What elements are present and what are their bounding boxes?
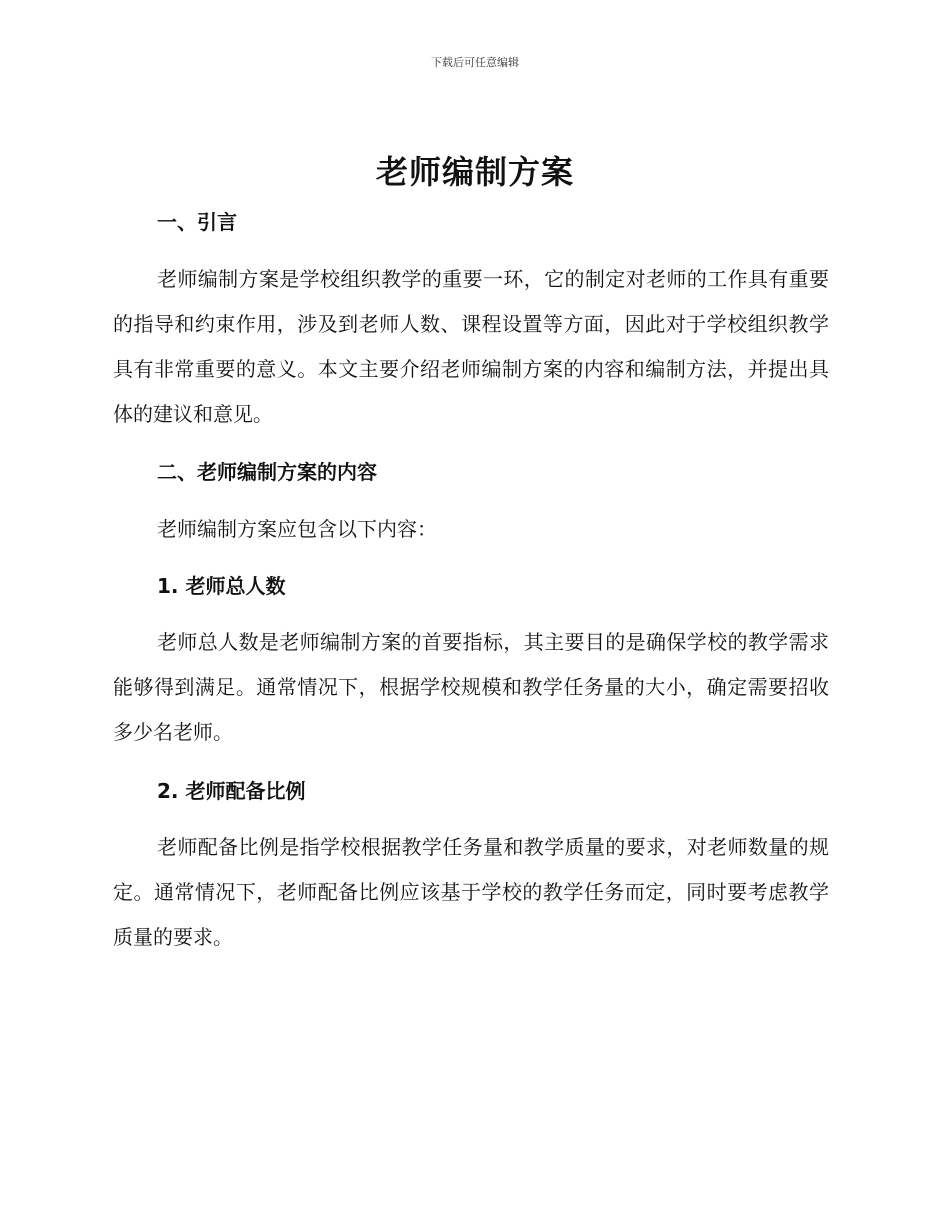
subheading-total-teachers: 1. 老师总人数 xyxy=(157,574,286,598)
page-header-note: 下载后可任意编辑 xyxy=(431,56,519,69)
introduction-paragraph: 老师编制方案是学校组织教学的重要一环，它的制定对老师的工作具有重要的指导和约束作用，涉及到老师人数、课程设置等方面，因此对于学校组织教学具有非常重要的意义。本文主要介绍老师编制方案的内容和编制方法，并提出具体的建议和意见。 xyxy=(113,267,829,426)
document-title: 老师编制方案 xyxy=(375,153,574,191)
staffing-ratio-paragraph: 老师配备比例是指学校根据教学任务量和教学质量的要求，对老师数量的规定。通常情况下，老师配备比例应该基于学校的教学任务而定，同时要考虑教学质量的要求。 xyxy=(113,835,829,949)
contents-intro-text: 老师编制方案应包含以下内容： xyxy=(157,517,437,541)
subheading-staffing-ratio: 2. 老师配备比例 xyxy=(157,779,306,803)
section-heading-introduction: 一、引言 xyxy=(157,210,237,234)
section-heading-contents: 二、老师编制方案的内容 xyxy=(157,460,377,484)
total-teachers-paragraph: 老师总人数是老师编制方案的首要指标，其主要目的是确保学校的教学需求能够得到满足。通常情况下，根据学校规模和教学任务量的大小，确定需要招收多少名老师。 xyxy=(113,630,829,744)
